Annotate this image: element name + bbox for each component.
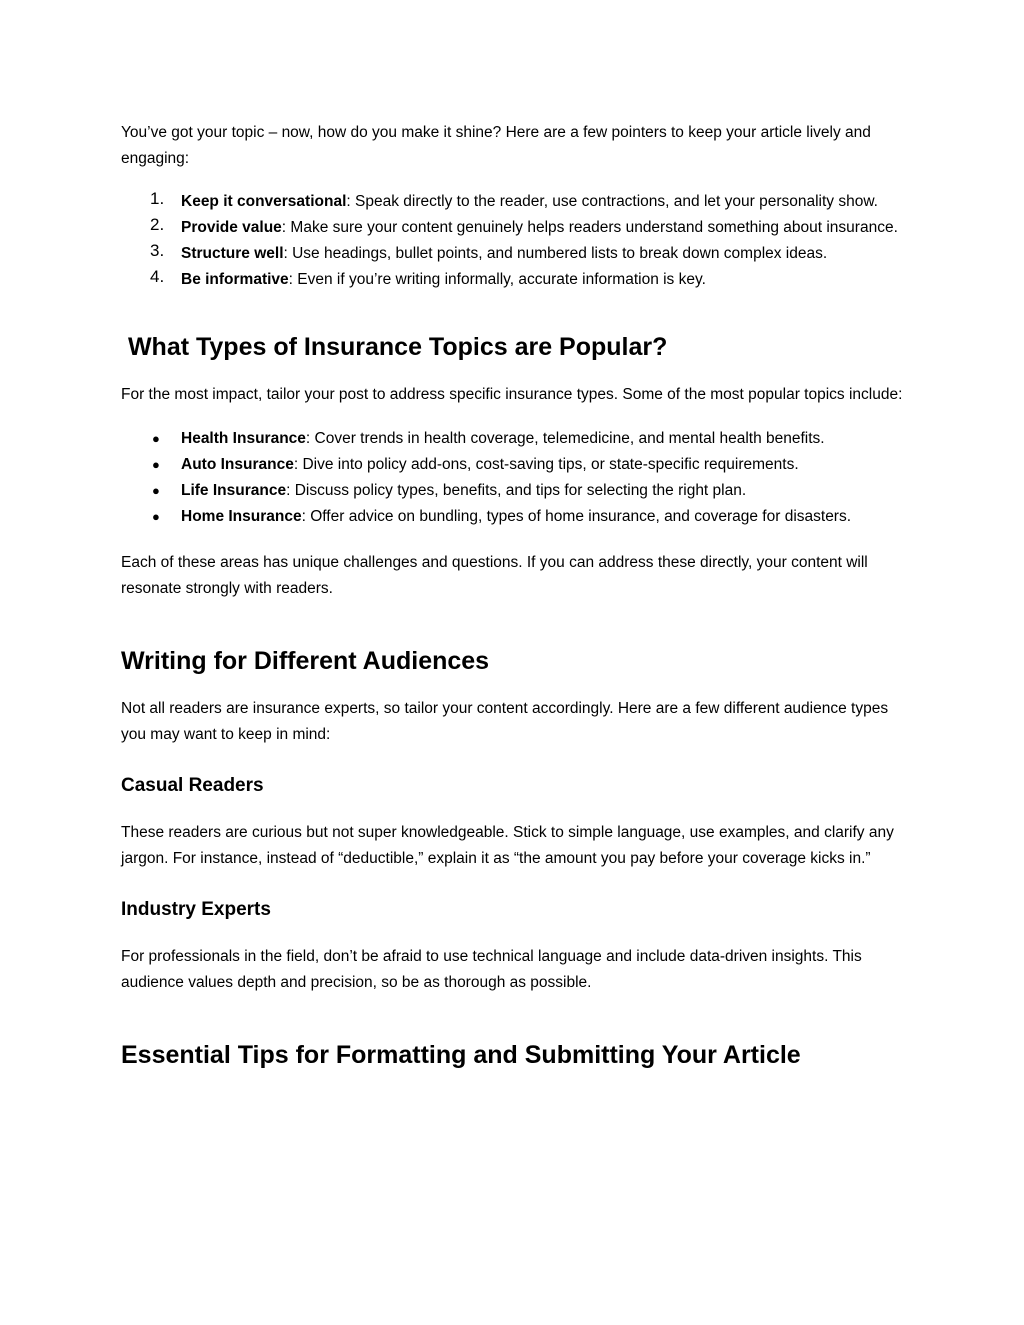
casual-readers-heading: Casual Readers — [121, 775, 264, 796]
topics-outro-paragraph: Each of these areas has unique challenges and questions. If you can address these directly, your content will resonate strongly with readers. — [121, 554, 868, 597]
list-item — [121, 189, 911, 215]
list-number: 3. — [150, 241, 165, 260]
bullet-icon: ● — [152, 509, 160, 524]
pointers-list — [121, 189, 911, 293]
list-item-text: : Discuss policy types, benefits, and tips for selecting the right plan. — [286, 482, 747, 499]
industry-experts-paragraph: For professionals in the field, don’t be afraid to use technical language and include data-driven insights. This audience values depth and precision, so be as thorough as possible. — [121, 948, 862, 991]
audiences-intro-paragraph: Not all readers are insurance experts, so tailor your content accordingly. Here are a few different audience types you may want to keep in mind: — [121, 700, 889, 743]
audiences-heading: Writing for Different Audiences — [121, 647, 490, 675]
list-item-term: Keep it conversational — [181, 193, 347, 210]
bullet-icon: ● — [152, 457, 160, 472]
list-item — [121, 426, 911, 452]
list-item — [121, 241, 911, 267]
list-item-term: Health Insurance — [181, 430, 306, 447]
list-item-term: Life Insurance — [181, 482, 287, 499]
topics-intro-paragraph: For the most impact, tailor your post to address specific insurance types. Some of the most popular topics include: — [121, 386, 903, 403]
list-item — [121, 452, 911, 478]
list-item — [121, 504, 911, 530]
list-item-term: Provide value — [181, 219, 282, 236]
list-number: 1. — [150, 189, 165, 208]
list-item-text: : Dive into policy add-ons, cost-saving tips, or state-specific requirements. — [293, 456, 799, 473]
intro-paragraph: You’ve got your topic – now, how do you make it shine? Here are a few pointers to keep your article lively and engaging: — [121, 124, 871, 167]
list-item-text: : Make sure your content genuinely helps readers understand something about insurance. — [281, 219, 898, 236]
list-item-term: Home Insurance — [181, 508, 302, 525]
list-item-term: Structure well — [181, 245, 284, 262]
document-page — [121, 120, 911, 1072]
list-item — [121, 478, 911, 504]
list-item-text: : Even if you’re writing informally, accurate information is key. — [288, 271, 706, 288]
bullet-icon: ● — [152, 431, 160, 446]
list-item-term: Auto Insurance — [181, 456, 294, 473]
list-item-term: Be informative — [181, 271, 289, 288]
list-item-text: : Offer advice on bundling, types of home insurance, and coverage for disasters. — [301, 508, 852, 525]
list-number: 4. — [150, 267, 165, 286]
list-number: 2. — [150, 215, 165, 234]
casual-readers-paragraph: These readers are curious but not super knowledgeable. Stick to simple language, use examples, and clarify any jargon. For instance, instead of “deductible,” explain it as “the amount you pay before your coverage kicks in.” — [121, 824, 894, 867]
industry-experts-heading: Industry Experts — [121, 899, 271, 920]
formatting-heading: Essential Tips for Formatting and Submitting Your Article — [121, 1041, 801, 1069]
bullet-icon: ● — [152, 483, 160, 498]
list-item-text: : Speak directly to the reader, use contractions, and let your personality show. — [346, 193, 878, 210]
list-item — [121, 215, 911, 241]
list-item — [121, 267, 911, 293]
topics-list — [121, 426, 911, 530]
list-item-text: : Use headings, bullet points, and numbered lists to break down complex ideas. — [283, 245, 828, 262]
topics-heading: What Types of Insurance Topics are Popular? — [121, 333, 668, 361]
list-item-text: : Cover trends in health coverage, telemedicine, and mental health benefits. — [305, 430, 825, 447]
